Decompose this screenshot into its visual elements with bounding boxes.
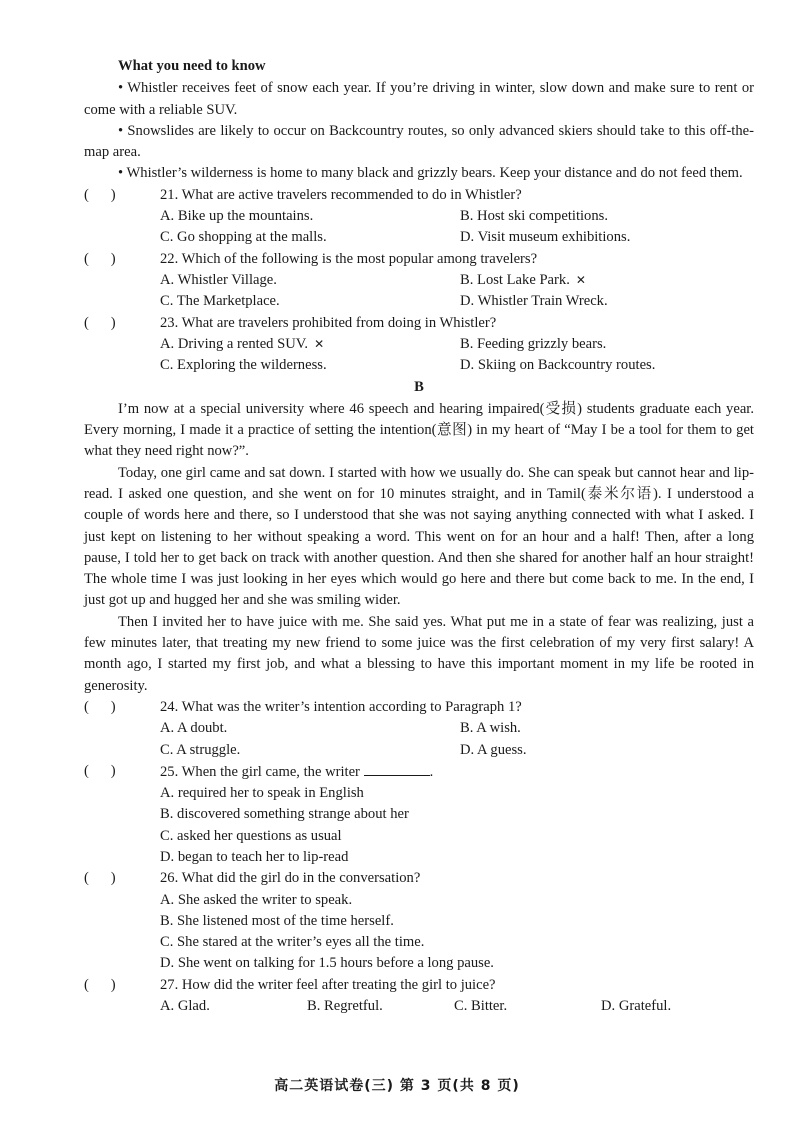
option-a: A. required her to speak in English	[160, 785, 364, 802]
passage-paragraph-1: I’m now at a special university where 46 speech and hearing impaired(受损) students graduate each year. Every morning, I made it a practice of setting the intention(意图) in my heart of “May I be a tool for them to get what they need right now?”.	[84, 400, 754, 460]
question-26	[84, 868, 754, 889]
question-stem-end: .	[429, 763, 434, 780]
question-21	[84, 185, 754, 206]
question-stem: 24. What was the writer’s intention according to Paragraph 1?	[160, 698, 522, 715]
answer-blank[interactable]: ( )	[84, 762, 116, 779]
question-25-options	[84, 783, 754, 868]
question-stem: 21. What are active travelers recommended to do in Whistler?	[160, 186, 522, 203]
option-c: C. The Marketplace.	[160, 293, 280, 310]
cross-mark-icon: ✕	[314, 336, 325, 351]
answer-blank[interactable]: ( )	[84, 314, 116, 331]
question-26-options	[84, 890, 754, 975]
option-d: D. Visit museum exhibitions.	[460, 229, 631, 246]
option-d: D. Grateful.	[601, 998, 672, 1015]
option-a: A. A doubt.	[160, 720, 228, 737]
question-stem: 23. What are travelers prohibited from doing in Whistler?	[160, 314, 497, 331]
option-c: C. She stared at the writer’s eyes all the time.	[160, 934, 425, 951]
question-stem: 27. How did the writer feel after treating the girl to juice?	[160, 976, 496, 993]
question-27-options	[84, 996, 754, 1017]
answer-blank[interactable]: ( )	[84, 186, 116, 203]
page-footer: 高二英语试卷(三) 第 3 页(共 8 页)	[274, 1078, 520, 1094]
option-b	[460, 270, 790, 291]
question-27	[84, 975, 754, 996]
option-a	[160, 334, 460, 355]
page-content	[84, 56, 754, 1017]
option-c: C. Bitter.	[454, 998, 508, 1015]
option-d: D. began to teach her to lip-read	[160, 848, 349, 865]
option-b: B. A wish.	[460, 720, 521, 737]
option-b: B. discovered something strange about her	[160, 806, 409, 823]
section-b-heading: B	[414, 379, 424, 396]
answer-blank[interactable]: ( )	[84, 976, 116, 993]
answer-blank[interactable]: ( )	[84, 698, 116, 715]
option-a: A. Whistler Village.	[160, 271, 277, 288]
question-24-options	[84, 718, 754, 761]
answer-blank[interactable]: ( )	[84, 870, 116, 887]
option-b-text: B. Lost Lake Park.	[460, 271, 570, 288]
tip-snowslides: • Snowslides are likely to occur on Backcountry routes, so only advanced skiers should take to this off-the-map area.	[84, 122, 754, 161]
question-21-options	[84, 206, 754, 249]
question-25	[84, 761, 754, 783]
section-heading: What you need to know	[118, 58, 266, 74]
option-b: B. Host ski competitions.	[460, 208, 608, 225]
option-a: A. Bike up the mountains.	[160, 208, 314, 225]
question-24	[84, 697, 754, 718]
question-23	[84, 313, 754, 334]
question-stem: 26. What did the girl do in the conversation?	[160, 870, 421, 887]
option-c: C. asked her questions as usual	[160, 827, 342, 844]
passage-paragraph-2: Today, one girl came and sat down. I started with how we usually do. She can speak but cannot hear and lip-read. I asked one question, and she went on for 10 minutes straight, and in Tamil(泰米尔语). I understood a couple of words here and there, so I understood that she was not saying anything connected with what I asked. I just kept on listening to her without speaking a word. This went on for an hour and a half! Then, after a long pause, I told her to get back on track with another question. And then she shared for another half an hour straight! The whole time I was just looking in her eyes which would go here and there but come back to me. In the end, I just got up and hugged her and she was smiling wider.	[84, 464, 754, 609]
option-a: A. Glad.	[160, 998, 210, 1015]
option-d: D. A guess.	[460, 741, 527, 758]
question-22-options	[84, 270, 754, 313]
fill-in-blank[interactable]	[364, 761, 430, 776]
question-stem: 22. Which of the following is the most popular among travelers?	[160, 250, 538, 267]
option-a: A. She asked the writer to speak.	[160, 891, 353, 908]
question-23-options	[84, 334, 754, 377]
answer-blank[interactable]: ( )	[84, 250, 116, 267]
option-b: B. Feeding grizzly bears.	[460, 335, 607, 352]
option-d: D. Skiing on Backcountry routes.	[460, 357, 656, 374]
tip-bears: • Whistler’s wilderness is home to many black and grizzly bears. Keep your distance and do not feed them.	[118, 165, 743, 182]
passage-paragraph-3: Then I invited her to have juice with me. She said yes. What put me in a state of fear was realizing, just a few minutes later, that treating my new friend to some juice was the first celebration of my very first salary! A month ago, I started my first job, and what a blessing to have this important moment in my life be rooted in generosity.	[84, 613, 754, 694]
option-c: C. Exploring the wilderness.	[160, 357, 327, 374]
cross-mark-icon: ✕	[575, 272, 586, 287]
option-d: D. Whistler Train Wreck.	[460, 293, 608, 310]
option-b: B. She listened most of the time herself.	[160, 912, 394, 929]
question-stem: 25. When the girl came, the writer	[160, 763, 360, 780]
option-b: B. Regretful.	[307, 998, 383, 1015]
tip-snow: • Whistler receives feet of snow each year. If you’re driving in winter, slow down and make sure to rent or come with a reliable SUV.	[84, 80, 754, 118]
question-22	[84, 249, 754, 270]
option-d: D. She went on talking for 1.5 hours before a long pause.	[160, 955, 494, 972]
option-c: C. Go shopping at the malls.	[160, 229, 327, 246]
option-a-text: A. Driving a rented SUV.	[160, 335, 309, 352]
option-c: C. A struggle.	[160, 741, 241, 758]
